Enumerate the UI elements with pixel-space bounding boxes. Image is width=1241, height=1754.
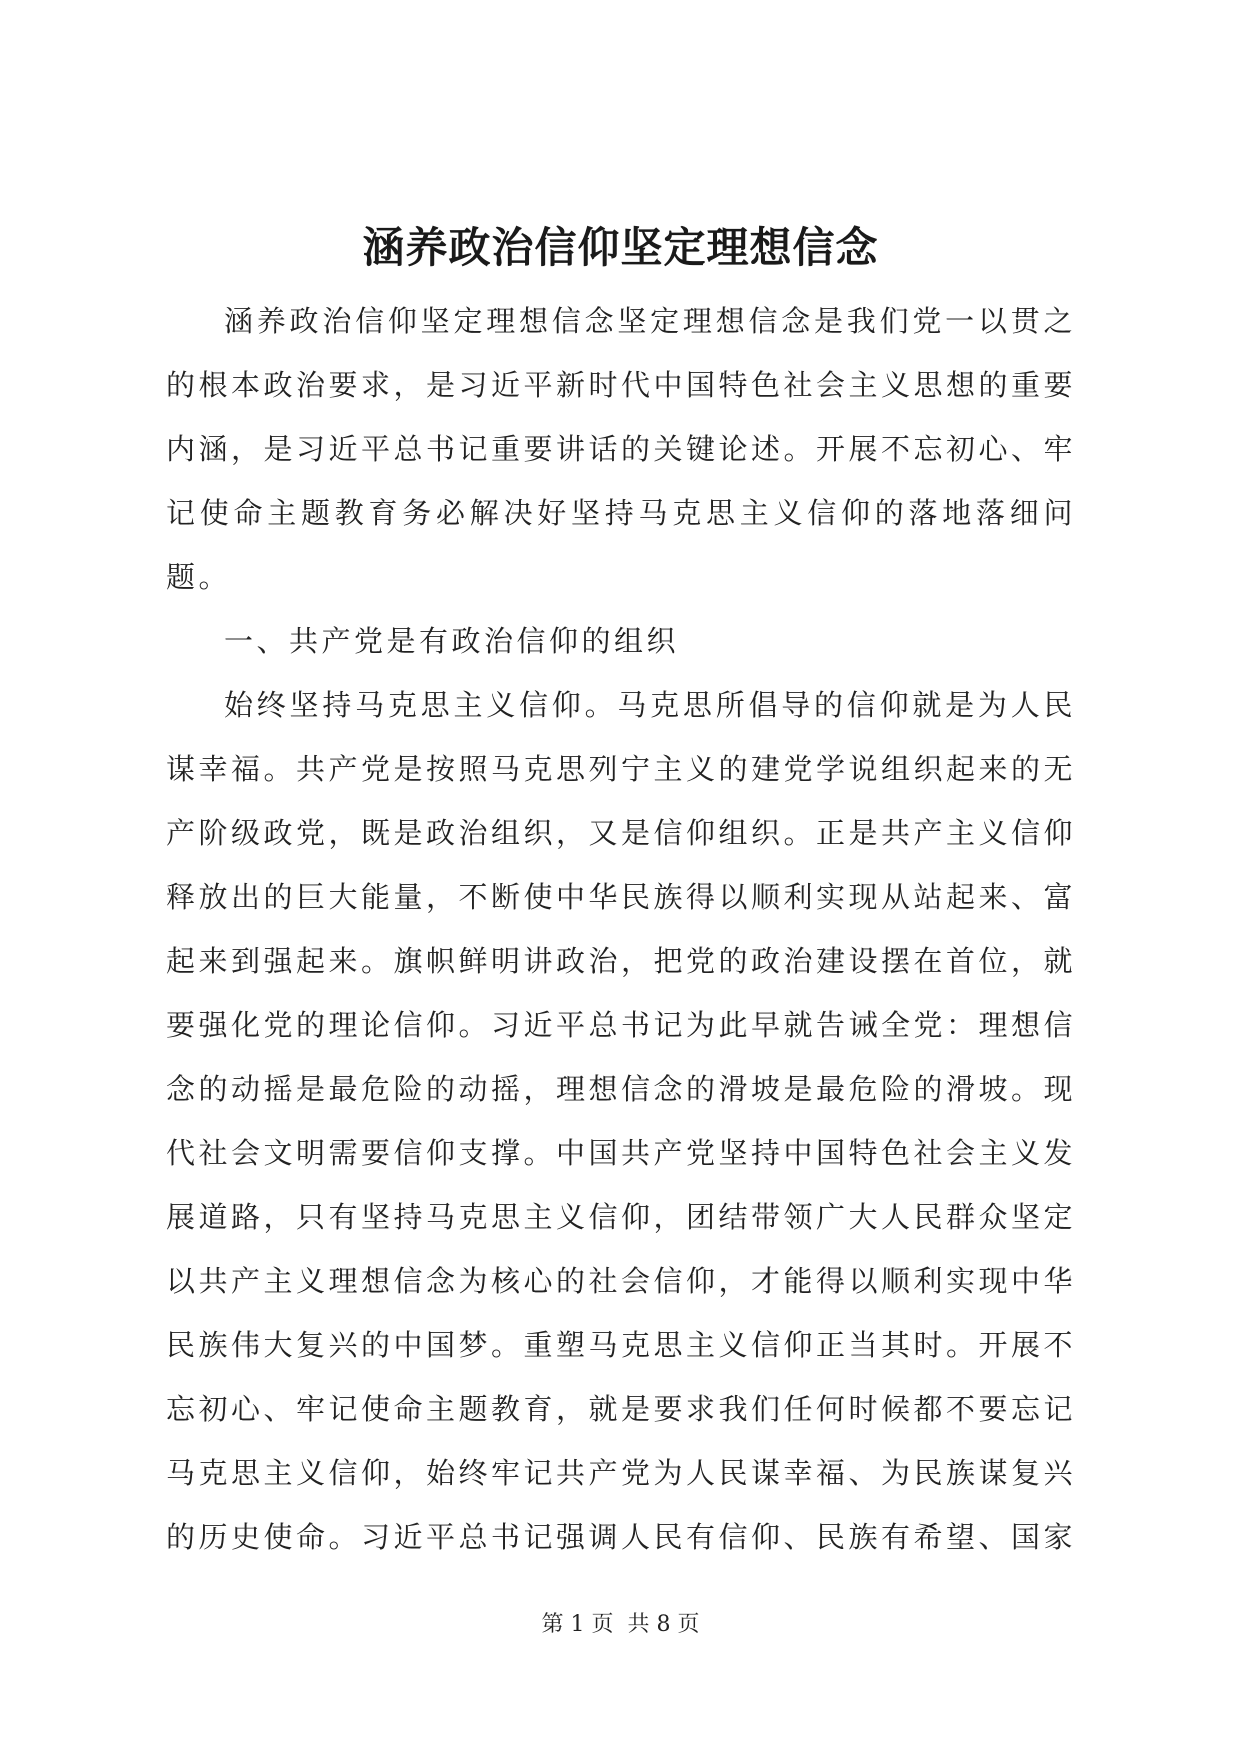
page-number: 第 1 页 共 8 页 — [541, 1612, 700, 1637]
document-body — [166, 289, 1076, 1569]
paragraph-section-one: 始终坚持马克思主义信仰。马克思所倡导的信仰就是为人民谋幸福。共产党是按照马克思列宁主义的建党学说组织起来的无产阶级政党，既是政治组织，又是信仰组织。正是共产主义信仰释放出的巨大能量，不断使中华民族得以顺利实现从站起来、富起来到强起来。旗帜鲜明讲政治，把党的政治建设摆在首位，就要强化党的理论信仰。习近平总书记为此早就告诫全党：理想信念的动摇是最危险的动摇，理想信念的滑坡是最危险的滑坡。现代社会文明需要信仰支撑。中国共产党坚持中国特色社会主义发展道路，只有坚持马克思主义信仰，团结带领广大人民群众坚定以共产主义理想信念为核心的社会信仰，才能得以顺利实现中华民族伟大复兴的中国梦。重塑马克思主义信仰正当其时。开展不忘初心、牢记使命主题教育，就是要求我们任何时候都不要忘记马克思主义信仰，始终牢记共产党为人民谋幸福、为民族谋复兴的历史使命。习近平总书记强调人民有信仰、民族有希望、国家 — [166, 688, 1077, 1554]
page-footer — [0, 1610, 1241, 1640]
paragraph-intro: 涵养政治信仰坚定理想信念坚定理想信念是我们党一以贯之的根本政治要求，是习近平新时代中国特色社会主义思想的重要内涵，是习近平总书记重要讲话的关键论述。开展不忘初心、牢记使命主题教育务必解决好坚持马克思主义信仰的落地落细问题。 — [166, 304, 1077, 594]
document-title: 涵养政治信仰坚定理想信念 — [362, 223, 879, 272]
section-heading: 一、共产党是有政治信仰的组织 — [224, 624, 680, 658]
